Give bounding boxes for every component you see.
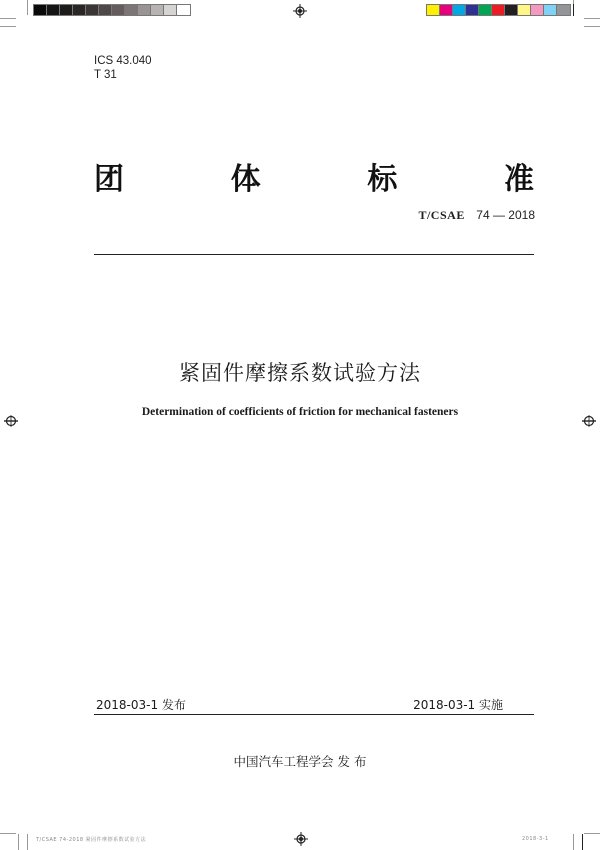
process-color-bar	[426, 4, 571, 16]
header-divider	[94, 254, 534, 255]
color-swatch	[125, 5, 138, 15]
color-swatch	[86, 5, 99, 15]
registration-mark-icon	[293, 4, 307, 18]
crop-mark	[584, 26, 600, 27]
document-title-english: Determination of coefficients of friction for mechanical fasteners	[141, 406, 459, 418]
crop-mark	[584, 833, 600, 834]
color-swatch	[492, 5, 505, 15]
ccs-code: T 31	[94, 69, 117, 81]
crop-mark	[573, 4, 574, 16]
standard-type-title	[94, 163, 534, 197]
color-swatch	[112, 5, 125, 15]
color-swatch	[427, 5, 440, 15]
footer-slug-left: T/CSAE 74-2018 紧固件摩擦系数试验方法	[36, 837, 147, 843]
crop-mark	[582, 834, 583, 850]
footer-divider	[94, 714, 534, 715]
crop-mark	[0, 833, 16, 834]
color-swatch	[466, 5, 479, 15]
color-swatch	[34, 5, 47, 15]
grayscale-color-bar	[33, 4, 191, 16]
ics-code: ICS 43.040	[94, 55, 152, 67]
implementation-date: 2018-03-1 实施	[413, 698, 503, 712]
color-swatch	[177, 5, 190, 15]
crop-mark	[27, 0, 28, 15]
color-swatch	[73, 5, 86, 15]
registration-mark-icon	[294, 832, 308, 846]
classification-codes	[94, 54, 152, 82]
color-swatch	[453, 5, 466, 15]
color-swatch	[164, 5, 177, 15]
publisher: 中国汽车工程学会 发 布	[233, 754, 367, 769]
color-swatch	[151, 5, 164, 15]
standard-code	[418, 208, 535, 223]
color-swatch	[440, 5, 453, 15]
color-swatch	[99, 5, 112, 15]
color-swatch	[138, 5, 151, 15]
crop-mark	[18, 834, 19, 850]
color-swatch	[544, 5, 557, 15]
color-swatch	[531, 5, 544, 15]
title-char: 体	[230, 162, 261, 197]
title-char: 团	[94, 162, 124, 197]
crop-mark	[27, 834, 28, 850]
color-swatch	[479, 5, 492, 15]
issue-date: 2018-03-1 发布	[96, 698, 186, 712]
color-swatch	[518, 5, 531, 15]
footer-slug-right: 2018-3-1	[522, 836, 549, 842]
color-swatch	[557, 5, 570, 15]
title-char: 准	[503, 162, 534, 197]
color-swatch	[60, 5, 73, 15]
crop-mark	[0, 18, 16, 19]
standard-org-code: T/CSAE	[418, 208, 465, 222]
color-swatch	[47, 5, 60, 15]
crop-mark	[573, 834, 574, 850]
crop-mark	[584, 18, 600, 19]
title-char: 标	[367, 162, 398, 197]
document-title-chinese: 紧固件摩擦系数试验方法	[179, 361, 421, 385]
color-swatch	[505, 5, 518, 15]
standard-number: 74 — 2018	[476, 208, 535, 222]
crop-mark	[0, 26, 16, 27]
